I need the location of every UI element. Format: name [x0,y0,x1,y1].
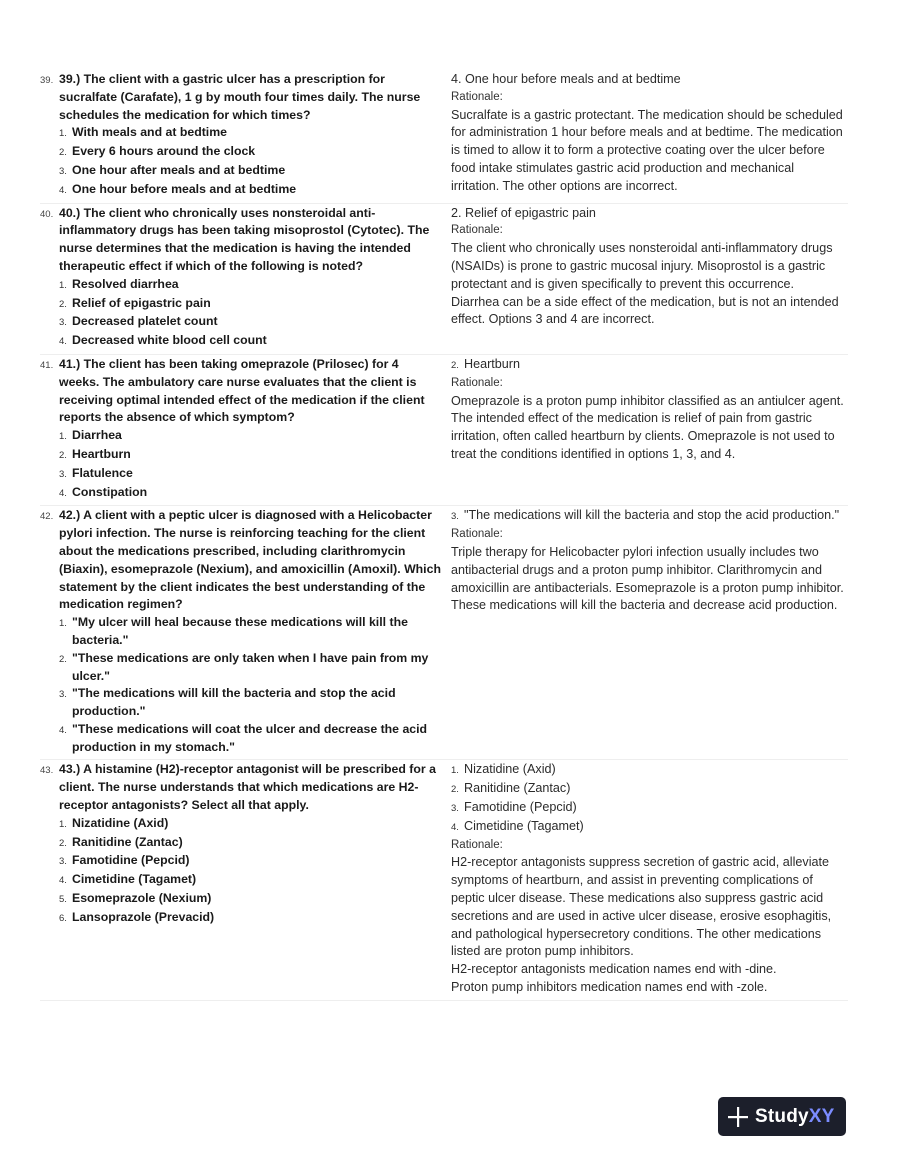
plus-icon [727,1106,749,1128]
question-cell [40,356,448,502]
question-text: 40.) The client who chronically uses nonsteroidal anti-inflammatory drugs has been taking misoprostol (Cytotec). The nurse determines that the medication is having the intended therapeutic effect if which of the following is noted? [59,205,430,273]
option-text: "These medications are only taken when I have pain from my ulcer." [72,650,429,683]
question-row [40,506,848,760]
option-text: With meals and at bedtime [72,125,227,140]
option-number: 4. [59,875,67,887]
correct-answer [451,356,844,375]
answer-cell [448,205,848,351]
option-number: 5. [59,894,67,906]
question-row [40,204,848,355]
question-number: 42. [40,511,54,523]
option-number: 4. [59,724,67,736]
option-number: 2. [59,653,67,665]
option-text: Famotidine (Pepcid) [72,853,190,868]
option-text: Heartburn [72,446,131,461]
option-number: 1. [59,431,67,443]
question-table [40,70,848,1001]
option-text: Decreased platelet count [72,314,218,329]
answer-cell [448,356,848,502]
option-text: Cimetidine (Tagamet) [72,872,197,887]
answer-option [40,685,442,721]
answer-option [40,181,442,200]
answer-option [40,446,442,465]
answer-option [40,484,442,503]
option-number: 3. [59,165,67,177]
question-row [40,70,848,204]
option-text: Lansoprazole (Prevacid) [72,909,215,924]
option-text: "My ulcer will heal because these medications will kill the bacteria." [72,615,408,647]
correct-answer [451,71,844,89]
option-number: 2. [59,837,67,849]
correct-answer-number: 2. [451,359,459,371]
option-text: Decreased white blood cell count [72,333,267,348]
question-stem [40,71,442,124]
rationale-label: Rationale: [451,376,503,389]
answer-option [40,465,442,484]
question-text: 41.) The client has been taking omeprazole (Prilosec) for 4 weeks. The ambulatory care nurse evaluates that the client is receiving optimal intended effect of the medication if the client reports the absence of which symptom? [59,356,425,425]
option-number: 2. [59,298,67,310]
question-stem [40,761,442,814]
answer-option [40,721,442,757]
option-text: Constipation [72,484,148,499]
option-text: Resolved diarrhea [72,276,179,291]
answer-option [40,852,442,871]
rationale-note: H2-receptor antagonists medication names end with -dine. [451,962,777,977]
rationale-label: Rationale: [451,224,503,237]
rationale-text: Omeprazole is a proton pump inhibitor classified as an antiulcer agent. The intended effect of the medication is relief of pain from gastric irritation, often called heartburn by clients. Omeprazole is not used to treat the conditions identified in options 1, 3, and 4. [451,393,844,461]
correct-answer-text: Famotidine (Pepcid) [464,800,577,815]
correct-answer-number: 3. [451,803,459,815]
answer-option [40,614,442,650]
question-cell [40,761,448,996]
studyxy-logo [718,1097,846,1136]
option-number: 3. [59,689,67,701]
question-number: 39. [40,75,54,86]
option-number: 1. [59,618,67,630]
rationale-label: Rationale: [451,90,503,103]
option-number: 2. [59,147,67,159]
answer-option [40,313,442,332]
answer-option [40,834,442,853]
answer-option [40,427,442,446]
option-number: 3. [59,317,67,329]
option-number: 1. [59,818,67,830]
answer-option [40,909,442,928]
correct-answer-text: "The medications will kill the bacteria and stop the acid production." [464,508,840,523]
option-text: "These medications will coat the ulcer and decrease the acid production in my stomach." [72,721,428,754]
correct-answer-text: 2. Relief of epigastric pain [451,205,596,220]
correct-answer-text: Nizatidine (Axid) [464,762,556,777]
rationale-text: Sucralfate is a gastric protectant. The medication should be scheduled for administration 1 hour before meals and at bedtime. The medication is timed to allow it to form a protective coating over the ulcer before food intake stimulates gastric acid production and mechanical irritation. The other options are incorrect. [451,107,843,193]
option-text: Diarrhea [72,428,122,443]
option-number: 3. [59,468,67,480]
answer-option [40,871,442,890]
option-number: 4. [59,336,67,348]
question-cell [40,71,448,200]
rationale-text: H2-receptor antagonists suppress secretion of gastric acid, alleviate symptoms of heartburn, and assist in preventing complications of peptic ulcer disease. These medications also suppress gastric acid secretions and are used in active ulcer disease, erosive esophagitis, and pathological hypersecretory conditions. The other medications listed are proton pump inhibitors. [451,855,832,959]
rationale-label: Rationale: [451,528,503,541]
answer-option [40,143,442,162]
correct-answer [451,780,844,799]
question-text: 42.) A client with a peptic ulcer is diagnosed with a Helicobacter pylori infection. The nurse is reinforcing teaching for the client about the medications prescribed, including clarithromycin (Biaxin), esomeprazole (Nexium), and amoxicillin (Amoxil). Which statement by the client indicates the best understanding of the medication regimen? [59,508,441,612]
answer-option [40,162,442,181]
question-stem [40,356,442,427]
option-text: One hour after meals and at bedtime [72,162,286,177]
question-number: 40. [40,208,54,220]
answer-option [40,890,442,909]
option-text: "The medications will kill the bacteria and stop the acid production." [72,686,396,719]
correct-answer [451,205,844,223]
answer-option [40,276,442,295]
question-number: 41. [40,359,54,371]
question-text: 43.) A histamine (H2)-receptor antagonist will be prescribed for a client. The nurse understands that which medications are H2-receptor antagonists? Select all that apply. [59,762,436,813]
answer-cell [448,507,848,756]
question-text: 39.) The client with a gastric ulcer has a prescription for sucralfate (Carafate), 1 g by mouth four times daily. The nurse schedules the medication for which times? [59,72,421,122]
question-stem [40,205,442,276]
option-text: Flatulence [72,465,133,480]
logo-text: StudyXY [755,1105,835,1127]
question-cell [40,205,448,351]
option-number: 4. [59,487,67,499]
answer-cell [448,71,848,200]
option-number: 1. [59,128,67,140]
rationale-note: Proton pump inhibitors medication names end with -zole. [451,980,768,995]
rationale-text: Triple therapy for Helicobacter pylori infection usually includes two antibacterial drugs and a proton pump inhibitor. Clarithromycin and amoxicillin are antibacterials. Esomeprazole is a proton pump inhibitor. These medications will kill the bacteria and decrease acid production. [451,544,844,613]
option-number: 1. [59,279,67,291]
option-text: Every 6 hours around the clock [72,144,256,159]
option-text: Relief of epigastric pain [72,295,211,310]
answer-option [40,650,442,686]
option-text: Esomeprazole (Nexium) [72,891,212,906]
option-number: 2. [59,449,67,461]
correct-answer-text: Heartburn [464,356,521,371]
answer-option [40,124,442,143]
option-number: 3. [59,856,67,868]
correct-answer-number: 3. [451,511,459,523]
question-stem [40,507,442,614]
answer-option [40,295,442,314]
correct-answer-number: 2. [451,784,459,796]
option-text: Ranitidine (Zantac) [72,834,183,849]
option-number: 4. [59,184,67,196]
rationale-label: Rationale: [451,838,503,851]
option-text: Nizatidine (Axid) [72,815,169,830]
correct-answer [451,507,844,526]
correct-answer-text: Ranitidine (Zantac) [464,781,571,796]
question-number: 43. [40,765,54,777]
correct-answer-number: 1. [451,765,459,777]
correct-answer-number: 4. [451,821,459,833]
question-cell [40,507,448,756]
question-row [40,355,848,506]
option-text: One hour before meals and at bedtime [72,181,297,196]
option-number: 6. [59,912,67,924]
answer-option [40,815,442,834]
question-row [40,760,848,1000]
correct-answer [451,799,844,818]
correct-answer-text: 4. One hour before meals and at bedtime [451,72,681,86]
answer-cell [448,761,848,996]
correct-answer-text: Cimetidine (Tagamet) [464,818,584,833]
rationale-text: The client who chronically uses nonsteroidal anti-inflammatory drugs (NSAIDs) is prone to gastric mucosal injury. Misoprostol is a gastric protectant and is given specifically to prevent this occurrence. Diarrhea can be a side effect of the medication, but is not an intended effect. Options 3 and 4 are incorrect. [451,241,839,327]
correct-answer [451,818,844,837]
correct-answer [451,761,844,780]
answer-option [40,332,442,351]
